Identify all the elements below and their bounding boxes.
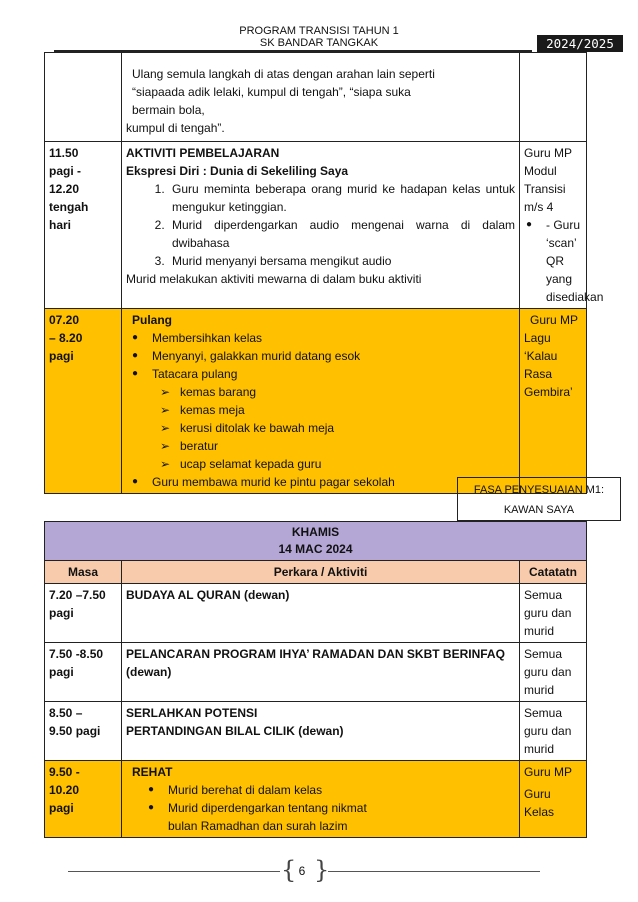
masa-cell: 7.20 –7.50 pagi <box>45 584 122 643</box>
page-number: 6 <box>298 864 306 878</box>
day-date: 14 MAC 2024 <box>278 542 353 556</box>
schedule-table-1 <box>44 52 604 494</box>
list-item: 1. Guru meminta beberapa orang murid ke hadapan kelas untuk mengukur ketinggian. <box>168 180 515 216</box>
catatan-text: Modul Transisi m/s 4 <box>524 164 566 214</box>
text-line: “siapaada adik lelaki, kumpul di tengah”, “siapa suka <box>132 85 411 99</box>
catatan-cell <box>520 761 587 838</box>
table-row <box>45 309 587 494</box>
perkara-cell: BUDAYA AL QURAN (dewan) <box>122 584 520 643</box>
bullet-list <box>126 781 515 835</box>
masa-cell <box>45 53 122 142</box>
table-row <box>45 584 587 643</box>
list-item: ● Tatacara pulang <box>152 365 515 383</box>
catatan-text: Guru MP <box>524 146 573 160</box>
phase-title: FASA PENYESUAIAN M1: <box>473 484 605 496</box>
catatan-list <box>524 216 604 306</box>
list-item: ● - Guru ‘scan’ QR yang disediakan <box>546 216 582 306</box>
activity-heading: REHAT <box>132 765 173 779</box>
activity-closing: Murid melakukan aktiviti mewarna di dalam buku aktiviti <box>126 272 422 286</box>
phase-label-box <box>457 477 621 521</box>
masa-cell: 11.50 pagi - 12.20 tengah hari <box>45 142 122 309</box>
masa-cell: 8.50 – 9.50 pagi <box>45 702 122 761</box>
catatan-text: Guru MP <box>530 313 579 327</box>
activity-cell <box>122 53 520 142</box>
catatan-cell: Semua guru dan murid <box>520 643 587 702</box>
activity-heading: Pulang <box>132 313 173 327</box>
day-header-row <box>45 522 587 561</box>
text-line: Ulang semula langkah di atas dengan arahan lain seperti <box>132 67 435 81</box>
header-year-badge: 2024/2025 <box>537 35 623 52</box>
text-line: kumpul di tengah”. <box>126 121 225 135</box>
column-header-catatan: Catatatn <box>520 561 587 584</box>
bullet-list <box>126 329 515 383</box>
masa-cell: 07.20 – 8.20 pagi <box>45 309 122 494</box>
catatan-cell <box>520 309 587 494</box>
catatan-text: Lagu ‘Kalau Rasa Gembira’ <box>524 331 573 399</box>
list-item: ● Guru membawa murid ke pintu pagar sekolah <box>152 473 515 491</box>
catatan-cell: Semua guru dan murid <box>520 584 587 643</box>
activity-cell <box>122 761 520 838</box>
sub-list <box>126 383 515 473</box>
activity-subheading: Ekspresi Diri : Dunia di Sekeliling Saya <box>126 164 349 178</box>
list-item: ● Menyanyi, galakkan murid datang esok <box>152 347 515 365</box>
list-item: ➢ kemas meja <box>180 401 515 419</box>
perkara-line: PERTANDINGAN BILAL CILIK (dewan) <box>126 724 344 738</box>
phase-subtitle: KAWAN SAYA <box>503 504 575 516</box>
activity-cell <box>122 309 520 494</box>
header-school: SK BANDAR TANGKAK <box>259 37 379 49</box>
perkara-cell: PELANCARAN PROGRAM IHYA’ RAMADAN DAN SKBT BERINFAQ (dewan) <box>122 643 520 702</box>
catatan-cell <box>520 142 604 309</box>
schedule-table-2 <box>44 521 587 838</box>
masa-cell: 7.50 -8.50 pagi <box>45 643 122 702</box>
header-title: PROGRAM TRANSISI TAHUN 1 <box>239 25 399 37</box>
footer-rule-right <box>328 871 540 872</box>
table-row <box>45 643 587 702</box>
list-item: ● Membersihkan kelas <box>152 329 515 347</box>
list-item: ➢ ucap selamat kepada guru <box>180 455 515 473</box>
list-item: ➢ kerusi ditolak ke bawah meja <box>180 419 515 437</box>
right-brace-icon: } <box>314 856 330 884</box>
table-row <box>45 761 587 838</box>
step-list <box>126 180 515 270</box>
list-item: ● Murid berehat di dalam kelas <box>168 781 515 799</box>
activity-heading: AKTIVITI PEMBELAJARAN <box>126 146 280 160</box>
list-item: ➢ beratur <box>180 437 515 455</box>
catatan-text: Guru Kelas <box>524 787 555 819</box>
day-name: KHAMIS <box>291 525 340 539</box>
table-row <box>45 142 587 309</box>
column-header-perkara: Perkara / Aktiviti <box>122 561 520 584</box>
masa-cell: 9.50 - 10.20 pagi <box>45 761 122 838</box>
text-line: bermain bola, <box>132 103 205 117</box>
perkara-line: SERLAHKAN POTENSI <box>126 706 258 720</box>
column-header-row <box>45 561 587 584</box>
table-row <box>45 53 587 142</box>
list-item: 3. Murid menyanyi bersama mengikut audio <box>168 252 515 270</box>
left-brace-icon: { <box>281 856 297 884</box>
perkara-cell <box>122 702 520 761</box>
column-header-masa: Masa <box>45 561 122 584</box>
catatan-cell: Semua guru dan murid <box>520 702 587 761</box>
list-item: 2. Murid diperdengarkan audio mengenai warna di dalam dwibahasa <box>168 216 515 252</box>
day-header-cell <box>45 522 587 561</box>
list-item: ➢ kemas barang <box>180 383 515 401</box>
catatan-text: Guru MP <box>524 765 573 779</box>
table-row <box>45 702 587 761</box>
activity-cell <box>122 142 520 309</box>
catatan-cell <box>520 53 587 142</box>
footer-rule-left <box>68 871 280 872</box>
list-item: ● Murid diperdengarkan tentang nikmat bulan Ramadhan dan surah lazim <box>168 799 515 835</box>
